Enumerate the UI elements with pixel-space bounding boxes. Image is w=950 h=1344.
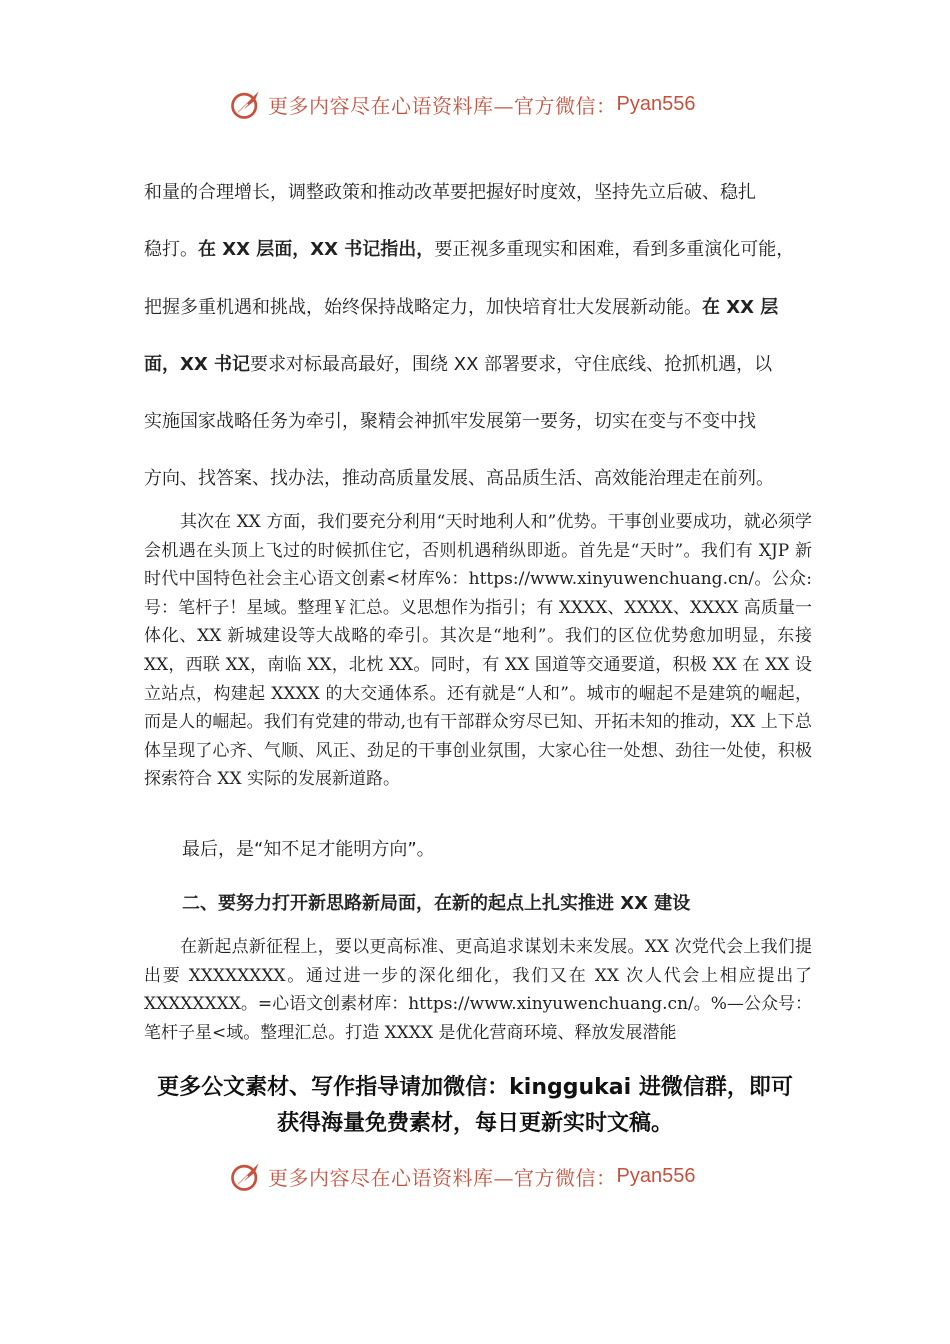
- section-heading: 二、要努力打开新思路新局面，在新的起点上扎实推进 XX 建设: [182, 893, 691, 914]
- para1-line6: 方向、找答案、找办法，推动高质量发展、高品质生活、高效能治理走在前列。: [144, 468, 774, 489]
- bold-emphasis: 面，XX 书记: [144, 354, 251, 375]
- quill-logo-icon: [228, 1158, 264, 1194]
- para1-line2: 稳打。在 XX 层面，XX 书记指出，要正视多重现实和困难，看到多重演化可能，: [144, 239, 795, 260]
- banner-wechat-id: Pyan556: [616, 92, 696, 115]
- promo-line2: 获得海量免费素材，每日更新实时文稿。: [276, 1111, 673, 1136]
- footer-banner: [228, 1156, 695, 1196]
- bold-emphasis: 在 XX 层面，XX 书记指出，: [198, 239, 435, 260]
- quill-logo-icon: [228, 86, 264, 122]
- para1-line5: 实施国家战略任务为牵引，聚精会神抓牢发展第一要务，切实在变与不变中找: [144, 411, 756, 432]
- para1-line1: 和量的合理增长，调整政策和推动改革要把握好时度效，坚持先立后破、稳扎: [144, 182, 756, 203]
- promo-line1: 更多公文素材、写作指导请加微信：kinggukai 进微信群，即可: [157, 1075, 793, 1100]
- bold-emphasis: 在 XX 层: [702, 297, 779, 318]
- promo-block: [140, 1070, 810, 1142]
- para1-line3: 把握多重机遇和挑战，始终保持战略定力，加快培育壮大发展新动能。在 XX 层: [144, 297, 779, 318]
- banner-text: 更多内容尽在心语资料库—官方微信：: [268, 1165, 617, 1190]
- para1-line4: 面，XX 书记要求对标最高最好，围绕 XX 部署要求，守住底线、抢抓机遇，以: [144, 354, 773, 375]
- banner-text: 更多内容尽在心语资料库—官方微信：: [268, 93, 617, 118]
- header-banner: [228, 84, 695, 124]
- para4: 在新起点新征程上，要以更高标准、更高追求谋划未来发展。XX 次党代会上我们提出要 XXXXXXXX。通过进一步的深化细化，我们又在 XX 次人代会上相应提出了 XXXXXXXX。=心语文创素材库：https://www.xinyuwenchuang.cn/。%—公众号：笔杆子星<域。整理汇总。打造 XXXX 是优化营商环境、释放发展潜能: [144, 937, 812, 1043]
- para3: 最后，是“知不足才能明方向”。: [182, 839, 435, 860]
- para2: 其次在 XX 方面，我们要充分利用“天时地利人和”优势。干事创业要成功，就必须学会机遇在头顶上飞过的时候抓住它，否则机遇稍纵即逝。首先是“天时”。我们有 XJP 新时代中国特色社会主心语文创素<材库%：https://www.xinyuwenchuang.cn/。公众:号：笔杆子！星域。整理￥汇总。义思想作为指引；有 XXXX、XXXX、XXXX 高质量一体化、XX 新城建设等大战略的牵引。其次是“地利”。我们的区位优势愈加明显，东接 XX，西联 XX，南临 XX，北枕 XX。同时，有 XX 国道等交通要道，积极 XX 在 XX 设立站点，构建起 XXXX 的大交通体系。还有就是“人和”。城市的崛起不是建筑的崛起，而是人的崛起。我们有党建的带动,也有干部群众穷尽已知、开拓未知的推动，XX 上下总体呈现了心齐、气顺、风正、劲足的干事创业氛围，大家心往一处想、劲往一处使，积极探索符合 XX 实际的发展新道路。: [144, 512, 812, 790]
- banner-wechat-id: Pyan556: [616, 1164, 696, 1187]
